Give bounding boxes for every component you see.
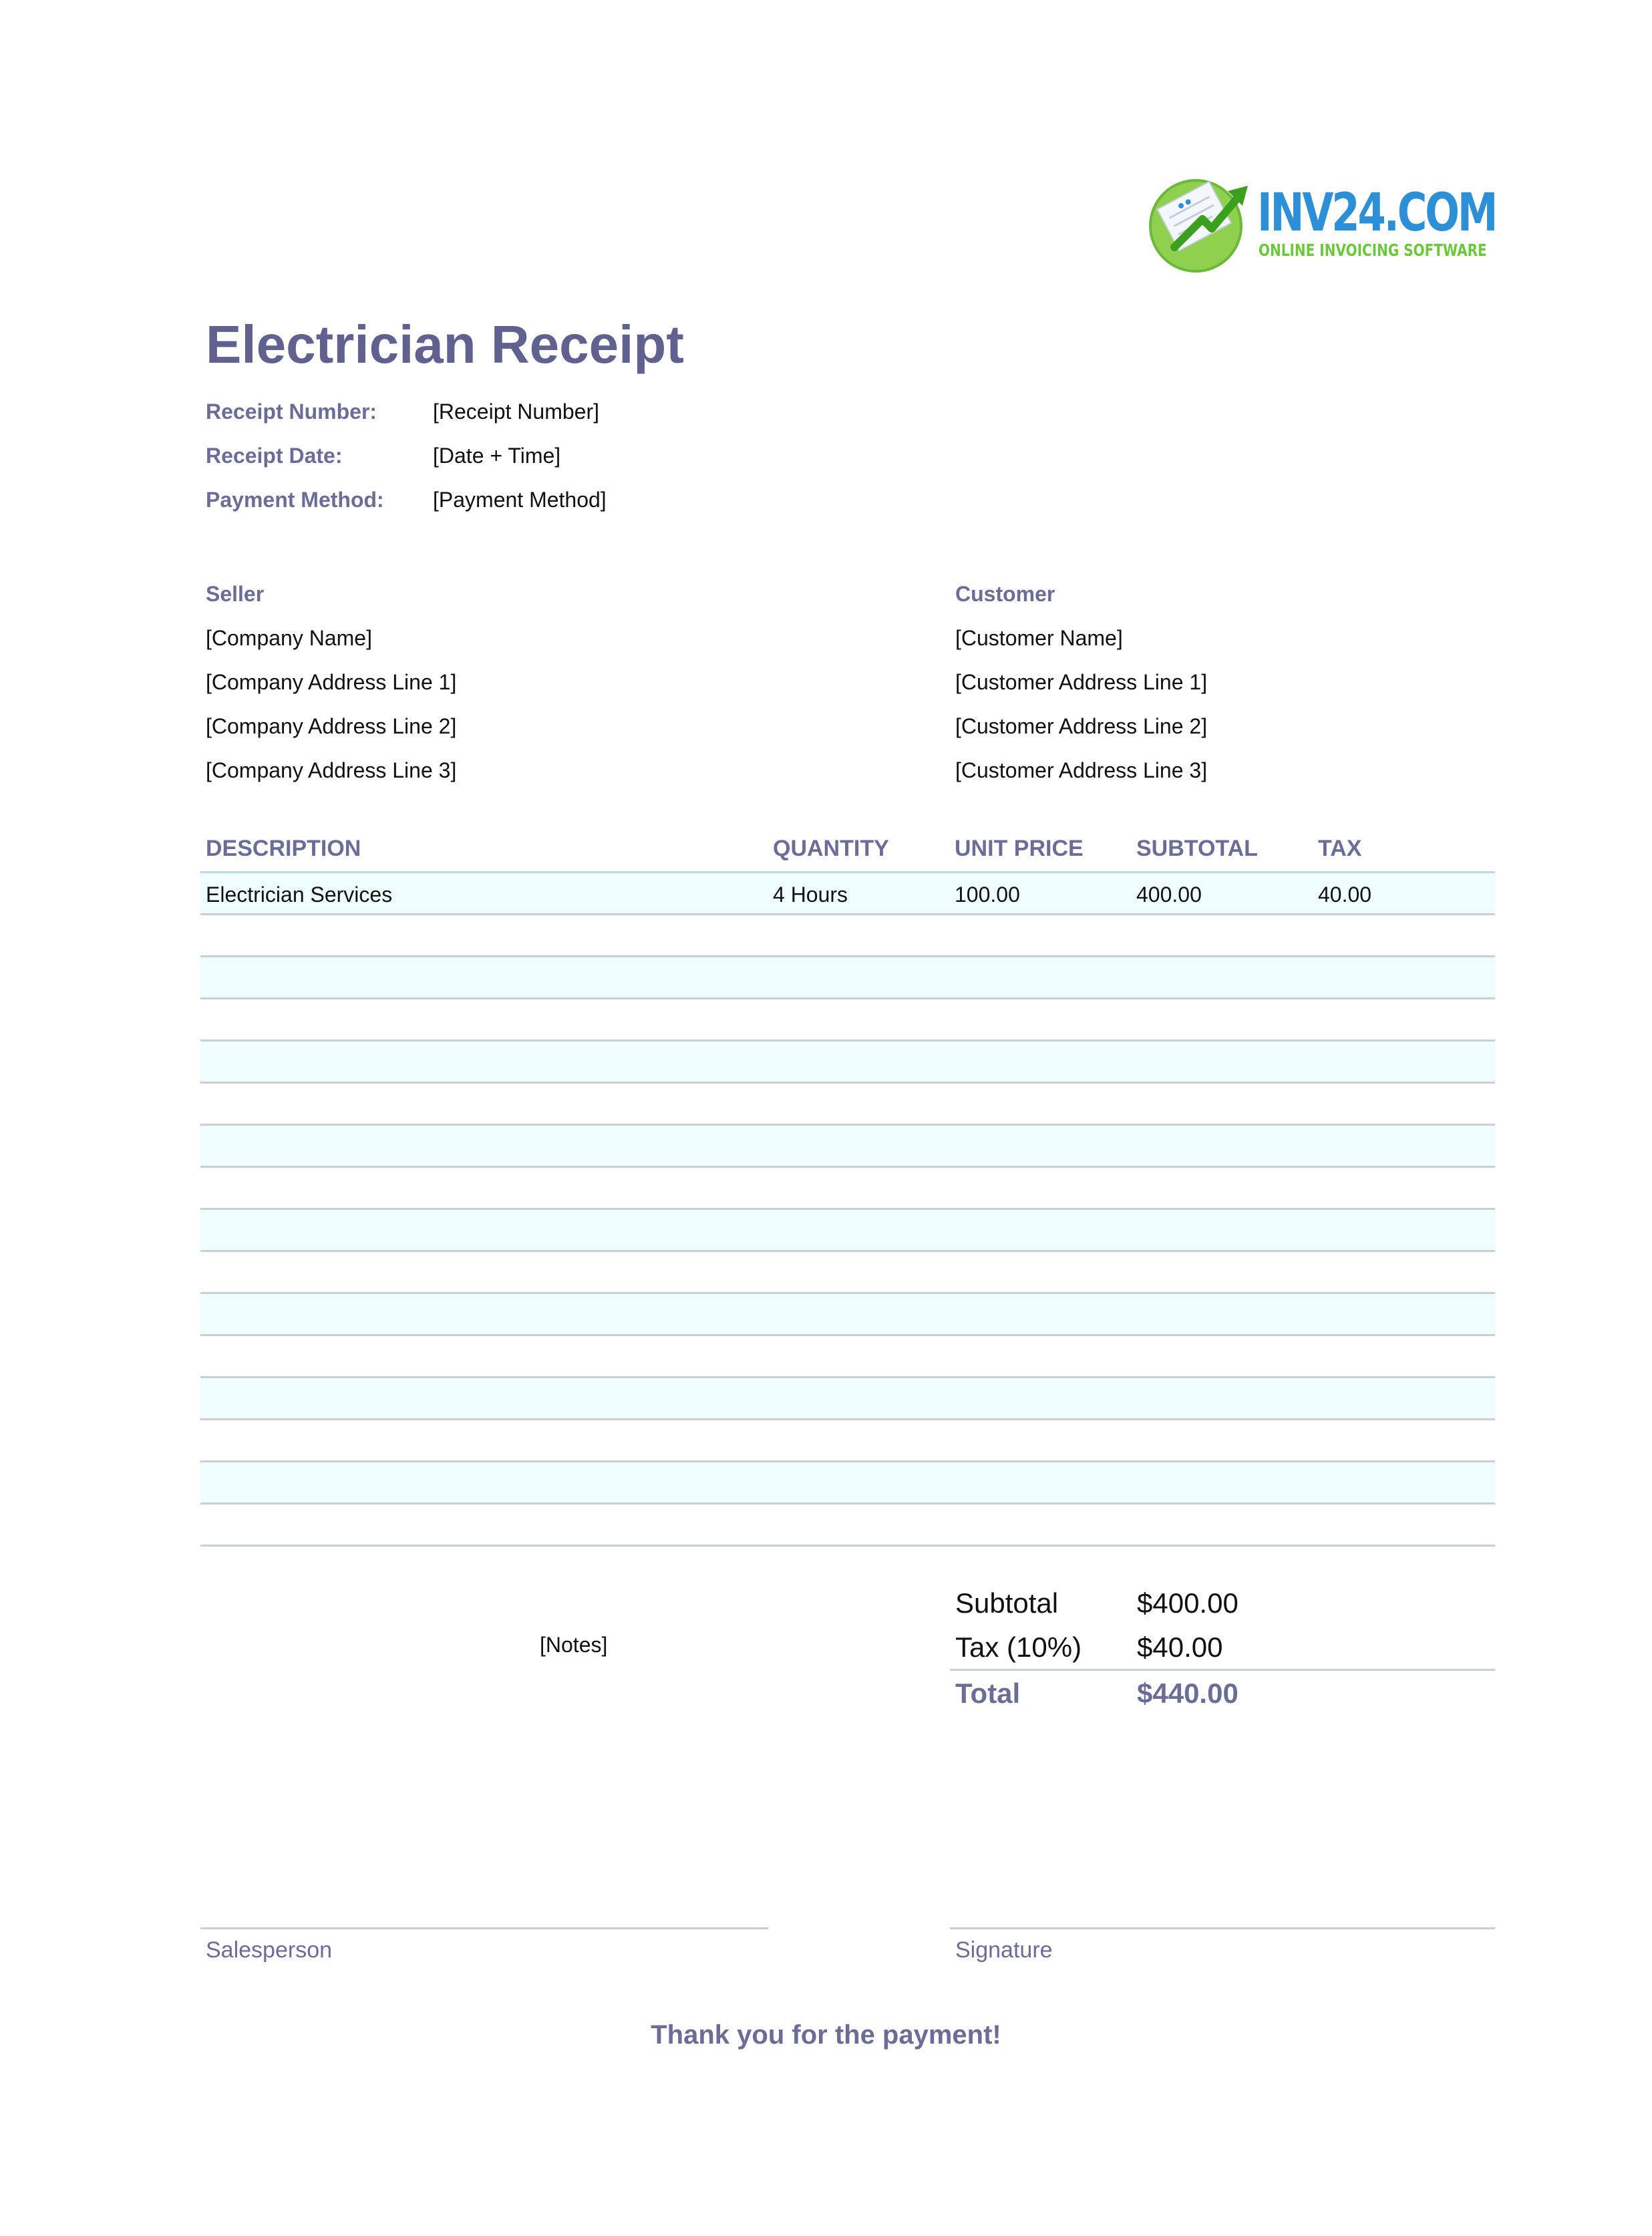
table-row [200, 873, 1495, 915]
table-row [200, 915, 1495, 957]
item-subtotal: 400.00 [1136, 883, 1202, 907]
salesperson-label: Salesperson [206, 1937, 333, 1963]
seller-address-line-3: [Company Address Line 3] [206, 758, 457, 782]
tax-label: Tax (10%) [955, 1631, 1082, 1663]
total-row [950, 1671, 1495, 1715]
page-title: Electrician Receipt [206, 315, 684, 374]
customer-address-line-2: [Customer Address Line 2] [955, 714, 1208, 738]
payment-method-label: Payment Method: [206, 488, 384, 512]
tax-value: $40.00 [1137, 1631, 1223, 1663]
seller-heading: Seller [206, 582, 265, 606]
logo-badge-icon [1148, 172, 1255, 273]
seller-block [206, 572, 456, 792]
table-row [200, 1504, 1495, 1547]
total-label: Total [955, 1678, 1021, 1709]
logo-name: INV24.COM [1257, 183, 1496, 243]
header-tax: TAX [1318, 836, 1362, 861]
table-row [200, 1252, 1495, 1294]
customer-heading: Customer [955, 582, 1055, 606]
table-row [200, 1168, 1495, 1210]
item-quantity: 4 Hours [773, 883, 848, 907]
totals-block [950, 1581, 1495, 1715]
header-description: DESCRIPTION [206, 836, 361, 861]
table-row [200, 999, 1495, 1042]
table-row [200, 1378, 1495, 1420]
table-header [200, 827, 1495, 873]
table-row [200, 1126, 1495, 1168]
customer-address-line-3: [Customer Address Line 3] [955, 758, 1208, 782]
header-unit-price: UNIT PRICE [955, 836, 1084, 861]
tax-row [950, 1625, 1495, 1671]
table-row [200, 1042, 1495, 1084]
customer-address-line-1: [Customer Address Line 1] [955, 670, 1208, 694]
header-quantity: QUANTITY [773, 836, 889, 861]
subtotal-row [950, 1581, 1495, 1625]
customer-name: [Customer Name] [955, 626, 1123, 650]
item-tax: 40.00 [1318, 883, 1372, 907]
receipt-number-value: [Receipt Number] [433, 400, 599, 424]
receipt-date-label: Receipt Date: [206, 444, 343, 468]
item-description: Electrician Services [206, 883, 393, 907]
items-table [200, 827, 1495, 1547]
receipt-date-value: [Date + Time] [433, 444, 561, 468]
thank-you-message: Thank you for the payment! [651, 2020, 1001, 2050]
table-row [200, 1420, 1495, 1462]
table-row [200, 1210, 1495, 1252]
empty-rows [200, 915, 1495, 1547]
table-row [200, 957, 1495, 999]
salesperson-line [200, 1927, 768, 1929]
subtotal-value: $400.00 [1137, 1587, 1238, 1619]
table-row [200, 1336, 1495, 1378]
table-row [200, 1294, 1495, 1336]
notes: [Notes] [540, 1633, 608, 1657]
seller-address-line-1: [Company Address Line 1] [206, 670, 457, 694]
seller-company-name: [Company Name] [206, 626, 372, 650]
logo-tagline: ONLINE INVOICING SOFTWARE [1259, 241, 1487, 260]
customer-block [955, 572, 1207, 792]
total-value: $440.00 [1137, 1678, 1238, 1709]
seller-address-line-2: [Company Address Line 2] [206, 714, 457, 738]
logo [1148, 172, 1496, 273]
table-row [200, 1084, 1495, 1126]
signature-line [950, 1927, 1495, 1929]
payment-method-value: [Payment Method] [433, 488, 607, 512]
header-subtotal: SUBTOTAL [1136, 836, 1258, 861]
signature-label: Signature [955, 1937, 1053, 1963]
item-unit-price: 100.00 [955, 883, 1020, 907]
subtotal-label: Subtotal [955, 1587, 1059, 1619]
receipt-number-label: Receipt Number: [206, 400, 377, 424]
table-row [200, 1462, 1495, 1504]
